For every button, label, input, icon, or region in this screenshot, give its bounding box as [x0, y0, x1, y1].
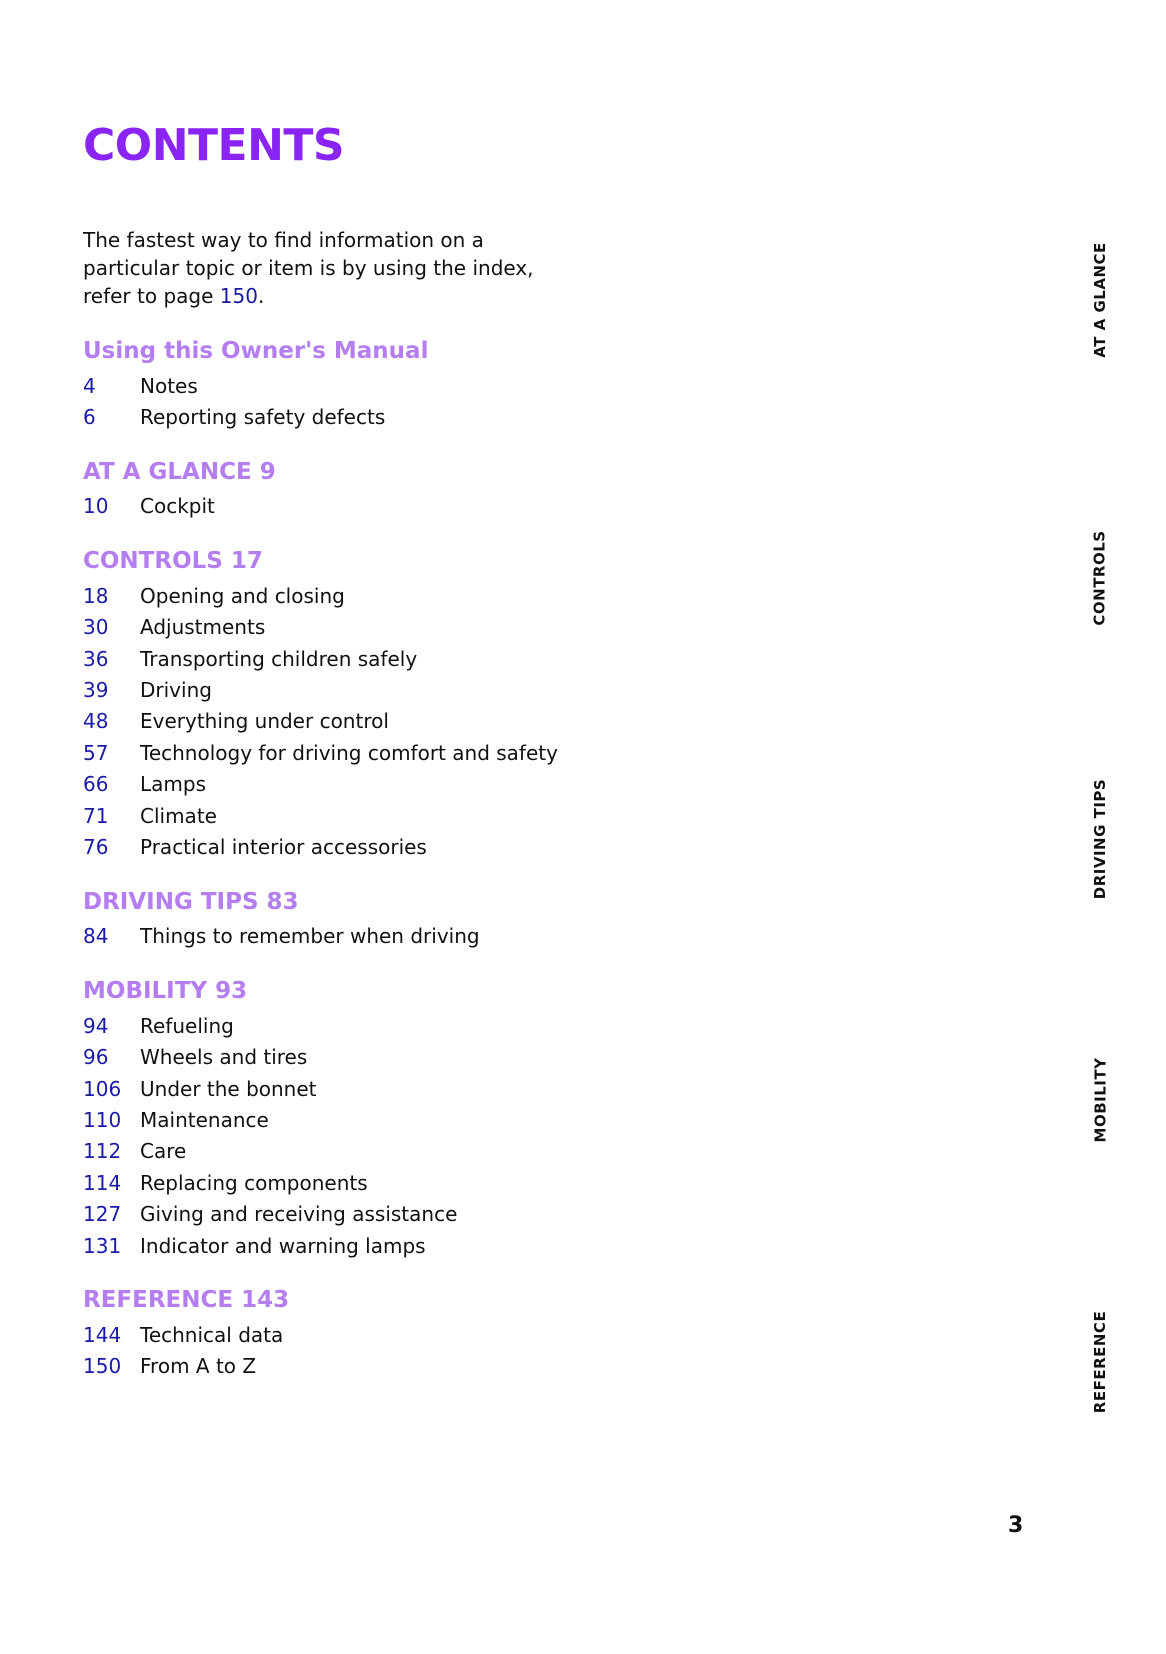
entry-label: Replacing components: [140, 1170, 368, 1195]
toc-section: [83, 546, 643, 863]
intro-text: The fastest way to find information on a particular topic or item is by using the index, refer to page: [83, 228, 534, 308]
entry-label: Transporting children safely: [140, 646, 418, 671]
entry-label: Driving: [140, 678, 212, 703]
entry-page-number: 144: [83, 1322, 122, 1347]
section-heading[interactable]: AT A GLANCE 9: [83, 458, 276, 485]
entry-page-number: 94: [83, 1013, 109, 1038]
entry-label: Indicator and warning lamps: [140, 1233, 426, 1258]
toc-entry[interactable]: [83, 921, 643, 952]
entry-label: Cockpit: [140, 494, 215, 519]
toc-section: [83, 336, 643, 433]
entry-page-number: 150: [83, 1354, 122, 1379]
toc-entry[interactable]: [83, 1198, 643, 1229]
side-tab-driving-tips[interactable]: [1090, 778, 1110, 900]
entry-page-number: 96: [83, 1045, 109, 1070]
entry-label: Refueling: [140, 1013, 234, 1038]
side-tab-label: CONTROLS: [1091, 530, 1109, 626]
toc-entry[interactable]: [83, 1010, 643, 1041]
section-heading[interactable]: MOBILITY 93: [83, 978, 248, 1005]
entry-page-number: 39: [83, 678, 109, 703]
toc-entry[interactable]: [83, 1167, 643, 1198]
toc-entry[interactable]: [83, 831, 643, 862]
entry-label: Reporting safety defects: [140, 405, 386, 430]
side-tab-mobility[interactable]: [1090, 1057, 1110, 1143]
side-tab-controls[interactable]: [1090, 530, 1110, 626]
entry-page-number: 36: [83, 646, 109, 671]
toc-entry[interactable]: [83, 643, 643, 674]
toc-entry[interactable]: [83, 612, 643, 643]
entry-page-number: 30: [83, 615, 109, 640]
toc-entry[interactable]: [83, 370, 643, 401]
toc-entry[interactable]: [83, 1073, 643, 1104]
side-tab-at-a-glance[interactable]: [1090, 242, 1110, 358]
entry-label: Things to remember when driving: [140, 924, 480, 949]
entry-page-number: 66: [83, 772, 109, 797]
entry-page-number: 131: [83, 1233, 122, 1258]
toc-entry[interactable]: [83, 1230, 643, 1261]
entry-label: From A to Z: [140, 1354, 257, 1379]
toc-entry[interactable]: [83, 491, 643, 522]
entry-label: Practical interior accessories: [140, 834, 427, 859]
entry-label: Opening and closing: [140, 583, 345, 608]
toc-entry[interactable]: [83, 800, 643, 831]
entry-page-number: 18: [83, 583, 109, 608]
table-of-contents: [83, 336, 643, 1406]
entry-page-number: 112: [83, 1139, 122, 1164]
toc-entry[interactable]: [83, 769, 643, 800]
toc-entry[interactable]: [83, 1104, 643, 1135]
entry-page-number: 110: [83, 1107, 122, 1132]
toc-entry[interactable]: [83, 1319, 643, 1350]
entry-page-number: 4: [83, 373, 96, 398]
entry-label: Maintenance: [140, 1107, 269, 1132]
entry-label: Technical data: [140, 1322, 284, 1347]
toc-section: [83, 887, 643, 952]
entry-page-number: 71: [83, 803, 109, 828]
entry-label: Adjustments: [140, 615, 266, 640]
side-tab-label: REFERENCE: [1091, 1310, 1109, 1414]
entry-page-number: 6: [83, 405, 96, 430]
toc-section: [83, 457, 643, 522]
toc-entry[interactable]: [83, 737, 643, 768]
entry-page-number: 127: [83, 1202, 122, 1227]
intro-trailing: .: [257, 284, 265, 308]
entry-page-number: 76: [83, 834, 109, 859]
entry-page-number: 114: [83, 1170, 122, 1195]
entry-label: Under the bonnet: [140, 1076, 317, 1101]
entry-label: Technology for driving comfort and safety: [140, 740, 558, 765]
toc-entry[interactable]: [83, 1041, 643, 1072]
toc-entry[interactable]: [83, 401, 643, 432]
section-heading[interactable]: Using this Owner's Manual: [83, 338, 429, 364]
entry-page-number: 84: [83, 924, 109, 949]
toc-entry[interactable]: [83, 1136, 643, 1167]
section-heading[interactable]: DRIVING TIPS 83: [83, 888, 299, 915]
toc-section: [83, 976, 643, 1261]
entry-label: Everything under control: [140, 709, 389, 734]
entry-label: Lamps: [140, 772, 206, 797]
page-title: CONTENTS: [83, 120, 345, 171]
side-tab-label: AT A GLANCE: [1091, 242, 1109, 358]
entry-label: Care: [140, 1139, 187, 1164]
toc-entry[interactable]: [83, 674, 643, 705]
entry-label: Climate: [140, 803, 217, 828]
page-number: 3: [1008, 1513, 1024, 1538]
entry-label: Giving and receiving assistance: [140, 1202, 458, 1227]
entry-page-number: 48: [83, 709, 109, 734]
section-heading[interactable]: REFERENCE 143: [83, 1287, 290, 1314]
toc-entry[interactable]: [83, 1351, 643, 1382]
toc-entry[interactable]: [83, 580, 643, 611]
side-tab-reference[interactable]: [1090, 1310, 1110, 1414]
toc-section: [83, 1285, 643, 1382]
entry-page-number: 10: [83, 494, 109, 519]
section-heading[interactable]: CONTROLS 17: [83, 548, 263, 575]
intro-page-link[interactable]: 150: [219, 284, 258, 308]
side-tab-label: DRIVING TIPS: [1091, 778, 1110, 900]
entry-label: Wheels and tires: [140, 1045, 308, 1070]
entry-page-number: 106: [83, 1076, 122, 1101]
toc-entry[interactable]: [83, 706, 643, 737]
entry-page-number: 57: [83, 740, 109, 765]
intro-paragraph: [83, 226, 553, 310]
entry-label: Notes: [140, 373, 198, 398]
side-tab-label: MOBILITY: [1091, 1057, 1109, 1143]
